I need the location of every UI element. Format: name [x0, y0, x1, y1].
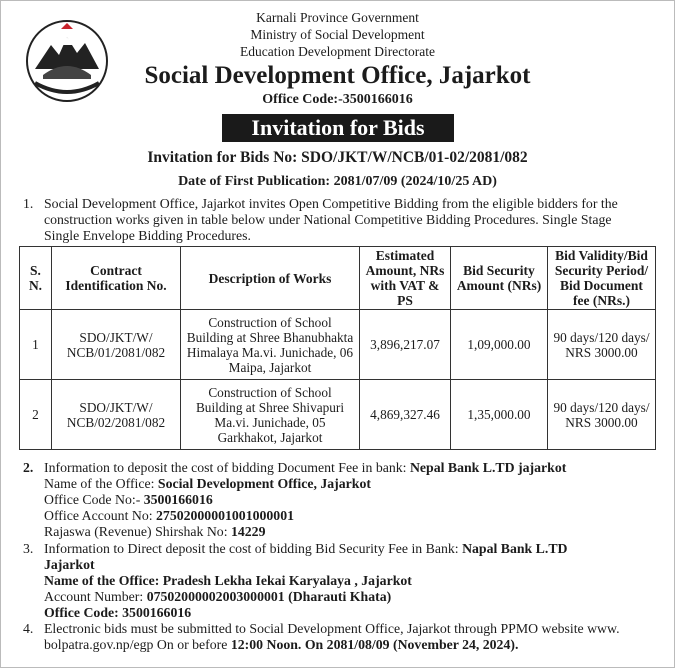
ministry-line: Ministry of Social Development	[250, 27, 425, 42]
item4-line2	[44, 637, 518, 653]
cell-contract-id: SDO/JKT/W/ NCB/02/2081/082	[52, 380, 181, 450]
cell-validity: 90 days/120 days/ NRS 3000.00	[548, 310, 656, 380]
item3-account-value: 07502000002003000001 (Dharauti Khata)	[146, 589, 392, 604]
item2-rajaswa	[44, 524, 265, 540]
item2-code-label: Office Code No:-	[44, 492, 144, 507]
item2-account-value: 27502000001001000001	[156, 508, 294, 523]
cell-sn: 1	[20, 310, 52, 380]
item3-number: 3.	[23, 541, 34, 556]
cell-sn: 2	[20, 380, 52, 450]
item3-intro-text: Information to Direct deposit the cost of bidding Bid Security Fee in Bank:	[44, 541, 463, 556]
item2-office-value: Social Development Office, Jajarkot	[157, 476, 371, 491]
gov-line: Karnali Province Government	[256, 10, 419, 25]
table-row	[20, 310, 656, 380]
item4-number: 4.	[23, 621, 34, 636]
item3-account-label: Account Number:	[44, 589, 147, 604]
col-header-sn: S. N.	[20, 247, 52, 310]
item3-bank: Napal Bank L.TD	[462, 541, 568, 556]
item4-line2-text: bolpatra.gov.np/egp On or before	[44, 637, 231, 652]
table-row	[20, 380, 656, 450]
item3-bank-location: Jajarkot	[44, 557, 95, 572]
item2-bank: Nepal Bank L.TD jajarkot	[409, 460, 567, 475]
table-header-row	[20, 247, 656, 310]
cell-amount: 3,896,217.07	[360, 310, 451, 380]
item2-intro-text: Information to deposit the cost of bidding Document Fee in bank:	[44, 460, 410, 475]
item2-office-label: Name of the Office:	[44, 476, 158, 491]
office-title: Social Development Office, Jajarkot	[144, 62, 531, 89]
cell-amount: 4,869,327.46	[360, 380, 451, 450]
col-header-amount: Estimated Amount, NRs with VAT & PS	[360, 247, 451, 310]
item1-line: Social Development Office, Jajarkot invites Open Competitive Bidding from the eligible bidders for the	[44, 196, 618, 211]
bids-number: Invitation for Bids No: SDO/JKT/W/NCB/01-02/2081/082	[147, 149, 528, 166]
cell-security: 1,35,000.00	[451, 380, 548, 450]
item1-number: 1.	[23, 196, 34, 211]
col-header-security: Bid Security Amount (NRs)	[451, 247, 548, 310]
item2-account-label: Office Account No:	[44, 508, 157, 523]
directorate-line: Education Development Directorate	[240, 44, 435, 59]
item2-account	[44, 508, 294, 524]
cell-validity: 90 days/120 days/ NRS 3000.00	[548, 380, 656, 450]
item1-line: Single Envelope Bidding Procedures.	[44, 228, 251, 243]
office-code: Office Code:-3500166016	[262, 92, 413, 107]
item3-office: Name of the Office: Pradesh Lekha Iekai Karyalaya , Jajarkot	[44, 573, 412, 588]
cell-description: Construction of School Building at Shree Shivapuri Ma.vi. Junichade, 05 Garkhakot, Jajarkot	[181, 380, 360, 450]
item3-intro	[44, 541, 568, 557]
item3-code: Office Code: 3500166016	[44, 605, 192, 620]
item2-office	[44, 476, 371, 492]
item4-deadline: 12:00 Noon. On 2081/08/09 (November 24, 2024).	[230, 637, 519, 652]
works-table	[19, 246, 656, 450]
item3-account	[44, 589, 391, 605]
col-header-contract-id: Contract Identification No.	[52, 247, 181, 310]
item1-line: construction works given in table below under National Competitive Bidding Procedures. Single Stage	[44, 212, 612, 227]
item2-number: 2.	[23, 460, 34, 475]
item2-code-value: 3500166016	[143, 492, 213, 507]
col-header-description: Description of Works	[181, 247, 360, 310]
item4-line1: Electronic bids must be submitted to Social Development Office, Jajarkot through PPMO website www.	[44, 621, 620, 636]
item2-intro	[44, 460, 566, 476]
item2-code	[44, 492, 213, 508]
cell-description: Construction of School Building at Shree Bhanubhakta Himalaya Ma.vi. Junichade, 06 Maipa, Jajarkot	[181, 310, 360, 380]
cell-contract-id: SDO/JKT/W/ NCB/01/2081/082	[52, 310, 181, 380]
item2-rajaswa-label: Rajaswa (Revenue) Shirshak No:	[44, 524, 231, 539]
cell-security: 1,09,000.00	[451, 310, 548, 380]
col-header-validity: Bid Validity/Bid Security Period/ Bid Document fee (NRs.)	[548, 247, 656, 310]
invitation-banner: Invitation for Bids	[222, 114, 454, 142]
item2-rajaswa-value: 14229	[230, 524, 266, 539]
publication-date: Date of First Publication: 2081/07/09 (2024/10/25 AD)	[178, 174, 497, 189]
